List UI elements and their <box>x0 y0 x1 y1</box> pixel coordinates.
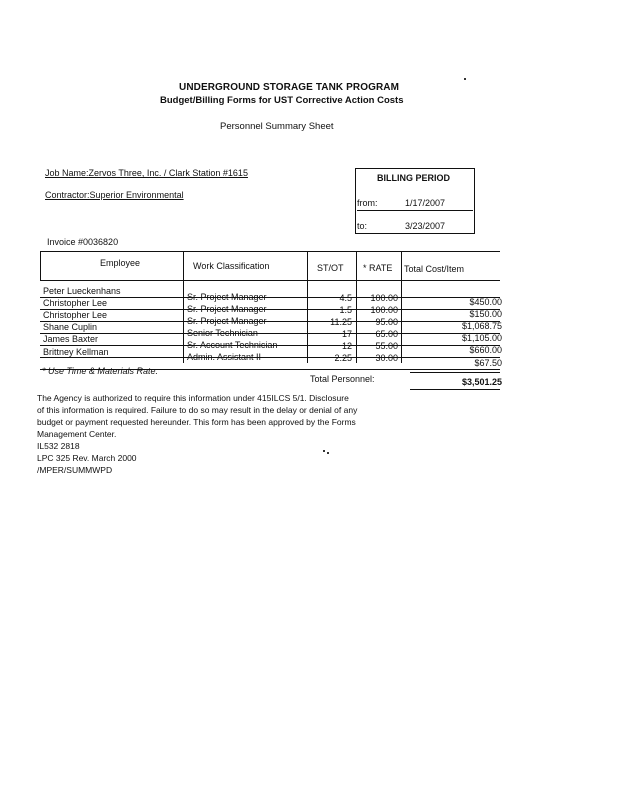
legal-line-3: budget or payment requested hereunder. This form has been approved by the Forms <box>37 417 356 427</box>
cell-work: Sr. Project Manager <box>187 304 267 314</box>
header-employee: Employee <box>100 258 141 268</box>
table-divider-rate <box>401 251 402 363</box>
cell-stot: 17 <box>341 329 352 339</box>
cell-rate: 65.00 <box>375 329 398 339</box>
contractor-value: Superior Environmental <box>89 190 184 200</box>
cell-stot: 2.25 <box>334 353 352 363</box>
legal-line-4: Management Center. <box>37 429 117 439</box>
billing-period-title: BILLING PERIOD <box>377 173 451 183</box>
table-top-border <box>40 251 500 252</box>
table-header-bottom <box>40 280 500 281</box>
total-top-rule <box>410 372 500 373</box>
cell-rate: 30.00 <box>375 353 398 363</box>
total-personnel-label: Total Personnel: <box>310 374 375 384</box>
billing-to-value: 3/23/2007 <box>405 221 446 231</box>
footnote: * Use Time & Materials Rate. <box>42 366 158 376</box>
cell-total: $1,068.75 <box>461 321 502 331</box>
cell-rate: 100.00 <box>370 305 398 315</box>
cell-work: Sr. Account Technician <box>187 340 278 350</box>
header-work-classification: Work Classification <box>193 261 270 271</box>
sheet-title: Personnel Summary Sheet <box>220 121 334 132</box>
cell-rate: 55.00 <box>375 341 398 351</box>
cell-stot: 12 <box>341 341 352 351</box>
program-title: UNDERGROUND STORAGE TANK PROGRAM <box>179 82 400 93</box>
contractor-label: Contractor: <box>45 190 90 200</box>
job-name-line <box>45 168 248 178</box>
invoice-value: 0036820 <box>83 237 119 247</box>
table-divider-work <box>307 251 308 363</box>
form-code-2: LPC 325 Rev. March 2000 <box>37 453 137 463</box>
cell-work: Sr. Project Manager <box>187 292 267 302</box>
cell-employee: James Baxter <box>43 334 99 344</box>
billing-from-underline <box>357 210 473 211</box>
header-total-cost: Total Cost/Item <box>404 264 465 274</box>
header-stot: ST/OT <box>317 263 344 273</box>
form-code-3: /MPER/SUMMWPD <box>37 465 113 475</box>
cell-employee: Christopher Lee <box>43 298 108 308</box>
cell-employee: Christopher Lee <box>43 310 108 320</box>
invoice-line <box>47 237 118 247</box>
cell-work: Senior Technician <box>187 328 258 338</box>
scan-speck <box>464 78 466 80</box>
cell-stot: 4.5 <box>339 293 352 303</box>
cell-stot: 11.25 <box>330 317 352 327</box>
contractor-line <box>45 190 184 200</box>
cell-stot: 1.5 <box>339 305 352 315</box>
total-personnel-value: $3,501.25 <box>461 377 502 387</box>
table-divider-employee <box>183 251 184 363</box>
cell-work: Sr. Project Manager <box>187 316 267 326</box>
billing-from-label: from: <box>357 198 378 208</box>
cell-total: $450.00 <box>469 297 502 307</box>
form-code-1: IL532 2818 <box>37 441 80 451</box>
cell-total: $67.50 <box>474 358 502 368</box>
billing-from-value: 1/17/2007 <box>405 198 446 208</box>
table-divider-stot <box>356 251 357 363</box>
invoice-label: Invoice # <box>47 237 84 247</box>
cell-employee: Peter Lueckenhans <box>43 286 121 296</box>
legal-line-1: The Agency is authorized to require this information under 415ILCS 5/1. Disclosure <box>37 393 349 403</box>
cell-total: $1,105.00 <box>461 333 502 343</box>
cell-employee: Shane Cuplin <box>43 322 98 332</box>
legal-line-2: of this information is required. Failure to do so may result in the delay or denial of any <box>37 405 358 415</box>
total-bottom-rule <box>410 389 500 390</box>
cell-work: Admin. Assistant II <box>187 352 262 362</box>
cell-employee: Brittney Kellman <box>43 347 109 357</box>
job-name-label: Job Name: <box>45 168 89 178</box>
header-rate: * RATE <box>363 263 393 273</box>
table-left-border <box>40 251 41 281</box>
scan-speck <box>327 452 329 454</box>
scan-speck <box>323 450 325 452</box>
cell-rate: 100.00 <box>370 293 398 303</box>
cell-total: $660.00 <box>469 345 502 355</box>
cell-total: $150.00 <box>469 309 502 319</box>
job-name-value: Zervos Three, Inc. / Clark Station #1615 <box>88 168 248 178</box>
cell-rate: 95.00 <box>375 317 398 327</box>
form-subtitle: Budget/Billing Forms for UST Corrective Action Costs <box>160 95 404 106</box>
billing-to-label: to: <box>357 221 368 231</box>
